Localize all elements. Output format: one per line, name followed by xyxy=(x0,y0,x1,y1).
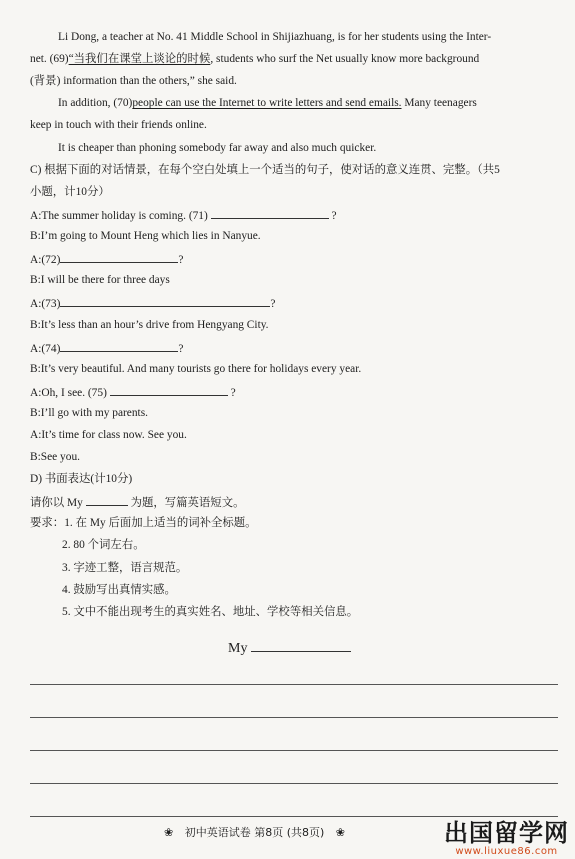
dialogue-text: A:(73) xyxy=(30,298,61,310)
dialogue-line: B:It’s less than an hour’s drive from Hengyang City. xyxy=(30,319,269,331)
writing-line[interactable] xyxy=(30,684,558,685)
prompt-text: 为题，写篇英语短文。 xyxy=(130,497,245,509)
dialogue-line xyxy=(30,384,236,400)
section-c-heading: 小题，计10分） xyxy=(30,186,110,198)
requirement-line xyxy=(30,516,257,530)
footer-text: 初中英语试卷 第8页 (共8页) xyxy=(184,826,325,839)
essay-title xyxy=(228,638,351,657)
requirement-item: 2. 80 个词左右。 xyxy=(62,539,145,551)
question-mark: ? xyxy=(230,387,236,399)
requirement-item: 3. 字迹工整，语言规范。 xyxy=(62,562,188,574)
passage-line: keep in touch with their friends online. xyxy=(30,119,207,131)
requirement-item: 4. 鼓励写出真情实感。 xyxy=(62,584,176,596)
translation-sentence: people can use the Internet to write letters and send emails. xyxy=(132,97,402,109)
prompt-text: 请你以 My xyxy=(30,497,83,509)
requirement-item: 1. 在 My 后面加上适当的词补全标题。 xyxy=(64,517,257,529)
passage-line xyxy=(30,52,479,66)
dialogue-text: A:Oh, I see. (75) xyxy=(30,387,107,399)
answer-blank-71[interactable] xyxy=(211,207,329,219)
section-c-heading: C) 根据下面的对话情景，在每个空白处填上一个适当的句子，使对话的意义连贯、完整。（共5 xyxy=(30,164,500,176)
watermark-logo xyxy=(444,820,569,857)
dialogue-text: A:(74) xyxy=(30,343,61,355)
dialogue-line: B:It’s very beautiful. And many tourists go there for holidays every year. xyxy=(30,363,362,375)
question-number: net. (69) xyxy=(30,53,69,65)
dialogue-line xyxy=(30,251,183,267)
flower-ornament-icon: ❀ xyxy=(335,826,346,839)
dialogue-text: A:(72) xyxy=(30,254,61,266)
passage-line: (背景) information than the others,” she said. xyxy=(30,75,237,87)
flower-ornament-icon: ❀ xyxy=(164,826,174,839)
answer-blank-72[interactable] xyxy=(60,251,178,263)
watermark-url: www.liuxue86.com xyxy=(455,846,558,857)
title-blank xyxy=(86,494,128,506)
essay-title-word: My xyxy=(228,641,248,656)
passage-text: In addition, (70) xyxy=(58,97,133,109)
watermark-title: 出国留学网 xyxy=(444,819,569,847)
writing-line[interactable] xyxy=(30,783,558,784)
requirement-item: 5. 文中不能出现考生的真实姓名、地址、学校等相关信息。 xyxy=(62,606,359,618)
dialogue-line: A:It’s time for class now. See you. xyxy=(30,429,187,441)
question-mark: ? xyxy=(178,343,184,355)
page-footer xyxy=(164,826,345,840)
requirements-label: 要求： xyxy=(30,517,65,529)
writing-line[interactable] xyxy=(30,750,558,751)
passage-line xyxy=(58,96,477,110)
dialogue-text: A:The summer holiday is coming. (71) xyxy=(30,210,208,222)
answer-blank-75[interactable] xyxy=(110,384,228,396)
writing-prompt xyxy=(30,494,244,510)
dialogue-line: B:I will be there for three days xyxy=(30,274,170,286)
passage-text: , students who surf the Net usually know more background xyxy=(210,53,480,65)
writing-line[interactable] xyxy=(30,816,558,817)
passage-line: Li Dong, a teacher at No. 41 Middle School in Shijiazhuang, is for her students using the Inter- xyxy=(58,31,492,43)
passage-line: It is cheaper than phoning somebody far away and also much quicker. xyxy=(58,142,377,154)
dialogue-line: B:I’ll go with my parents. xyxy=(30,407,149,419)
passage-text: Many teenagers xyxy=(401,97,477,109)
dialogue-line xyxy=(30,207,337,223)
writing-line[interactable] xyxy=(30,717,558,718)
dialogue-line: B:I’m going to Mount Heng which lies in Nanyue. xyxy=(30,230,261,242)
question-mark: ? xyxy=(331,210,337,222)
question-mark: ? xyxy=(270,298,276,310)
essay-title-blank[interactable] xyxy=(251,638,351,652)
translation-quote: “当我们在课堂上谈论的时候 xyxy=(68,53,211,65)
answer-blank-73[interactable] xyxy=(60,295,270,307)
dialogue-line xyxy=(30,295,275,311)
answer-blank-74[interactable] xyxy=(60,340,178,352)
question-mark: ? xyxy=(178,254,184,266)
dialogue-line xyxy=(30,340,183,356)
dialogue-line: B:See you. xyxy=(30,451,80,463)
section-d-heading: D) 书面表达(计10分) xyxy=(30,473,133,485)
